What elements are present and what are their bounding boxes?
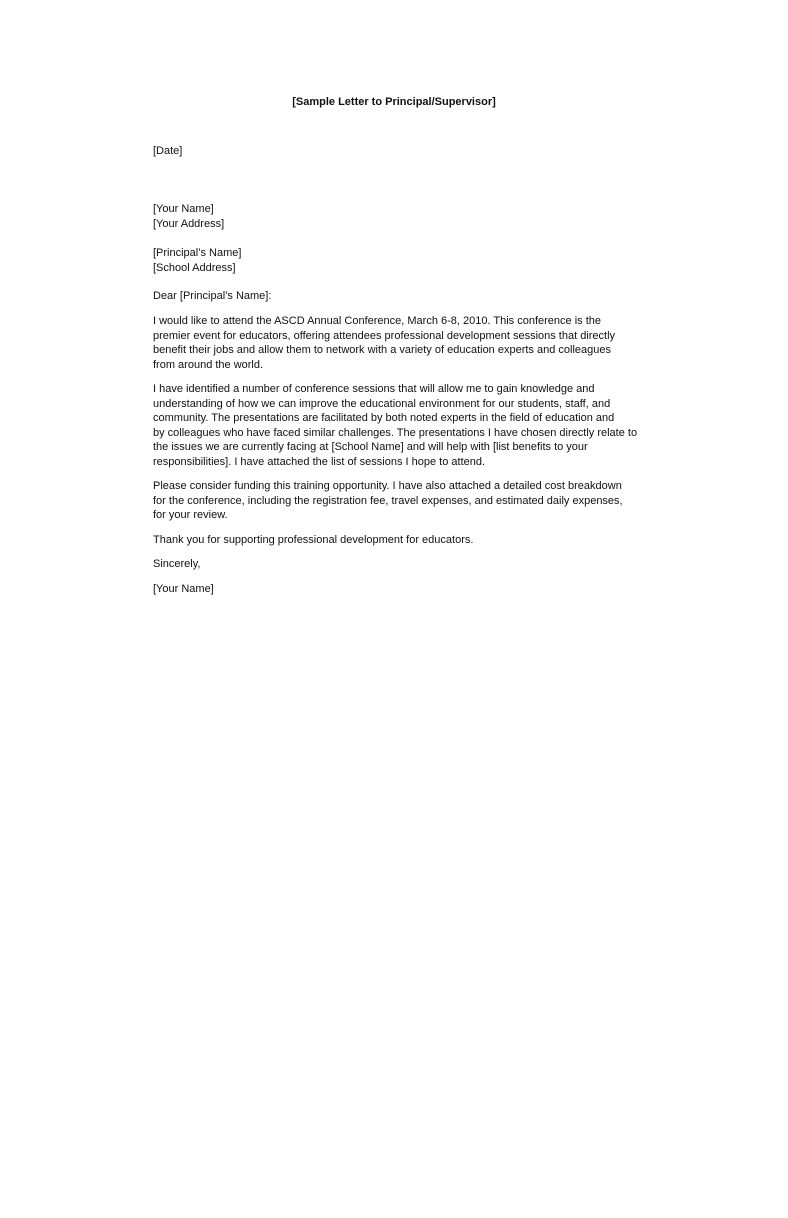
closing-block (153, 557, 638, 572)
recipient-name: [Principal’s Name] (153, 247, 242, 259)
salutation: Dear [Principal’s Name]: (153, 290, 272, 302)
paragraph-3-line: for your review. (153, 509, 228, 521)
sender-name: [Your Name] (153, 203, 214, 215)
paragraph-2-line: community. The presentations are facilitated by both noted experts in the field of education and (153, 412, 615, 424)
paragraph-1-line: I would like to attend the ASCD Annual Conference, March 6-8, 2010. This conference is the (153, 315, 602, 327)
paragraph-2-line: understanding of how we can improve the educational environment for our students, staff, and (153, 397, 611, 410)
date-block (153, 144, 638, 159)
paragraph-2-line: I have identified a number of conference sessions that will allow me to gain knowledge and (153, 383, 595, 395)
paragraph-3-line: for the conference, including the registration fee, travel expenses, and estimated daily expenses, (153, 494, 623, 507)
recipient-address-block (153, 246, 638, 275)
paragraph-2 (153, 382, 638, 469)
paragraph-2-line: by colleagues who have faced similar challenges. The presentations I have chosen directly relate to (153, 426, 638, 439)
paragraph-3 (153, 479, 638, 523)
sender-address: [Your Address] (153, 217, 225, 230)
paragraph-1-line: benefit their jobs and allow them to network with a variety of education experts and colleagues (153, 344, 611, 356)
paragraph-1 (153, 314, 638, 372)
letter-title: [Sample Letter to Principal/Supervisor] (292, 96, 496, 108)
signature-block (153, 582, 638, 597)
paragraph-3-line: Please consider funding this training opportunity. I have also attached a detailed cost breakdown (153, 480, 622, 492)
paragraph-1-line: premier event for educators, offering attendees professional development sessions that directly (153, 329, 616, 342)
paragraph-2-line: the issues we are currently facing at [School Name] and will help with [list benefits to your (153, 441, 588, 453)
paragraph-4 (153, 533, 638, 548)
recipient-address: [School Address] (153, 261, 236, 274)
paragraph-2-line: responsibilities]. I have attached the list of sessions I hope to attend. (153, 455, 486, 468)
paragraph-4-line: Thank you for supporting professional development for educators. (153, 534, 474, 546)
letter-date: [Date] (153, 145, 183, 157)
paragraph-1-line: from around the world. (153, 358, 264, 371)
salutation-block (153, 289, 638, 304)
sender-address-block (153, 202, 638, 231)
signature-name: [Your Name] (153, 583, 214, 595)
closing: Sincerely, (153, 558, 201, 570)
